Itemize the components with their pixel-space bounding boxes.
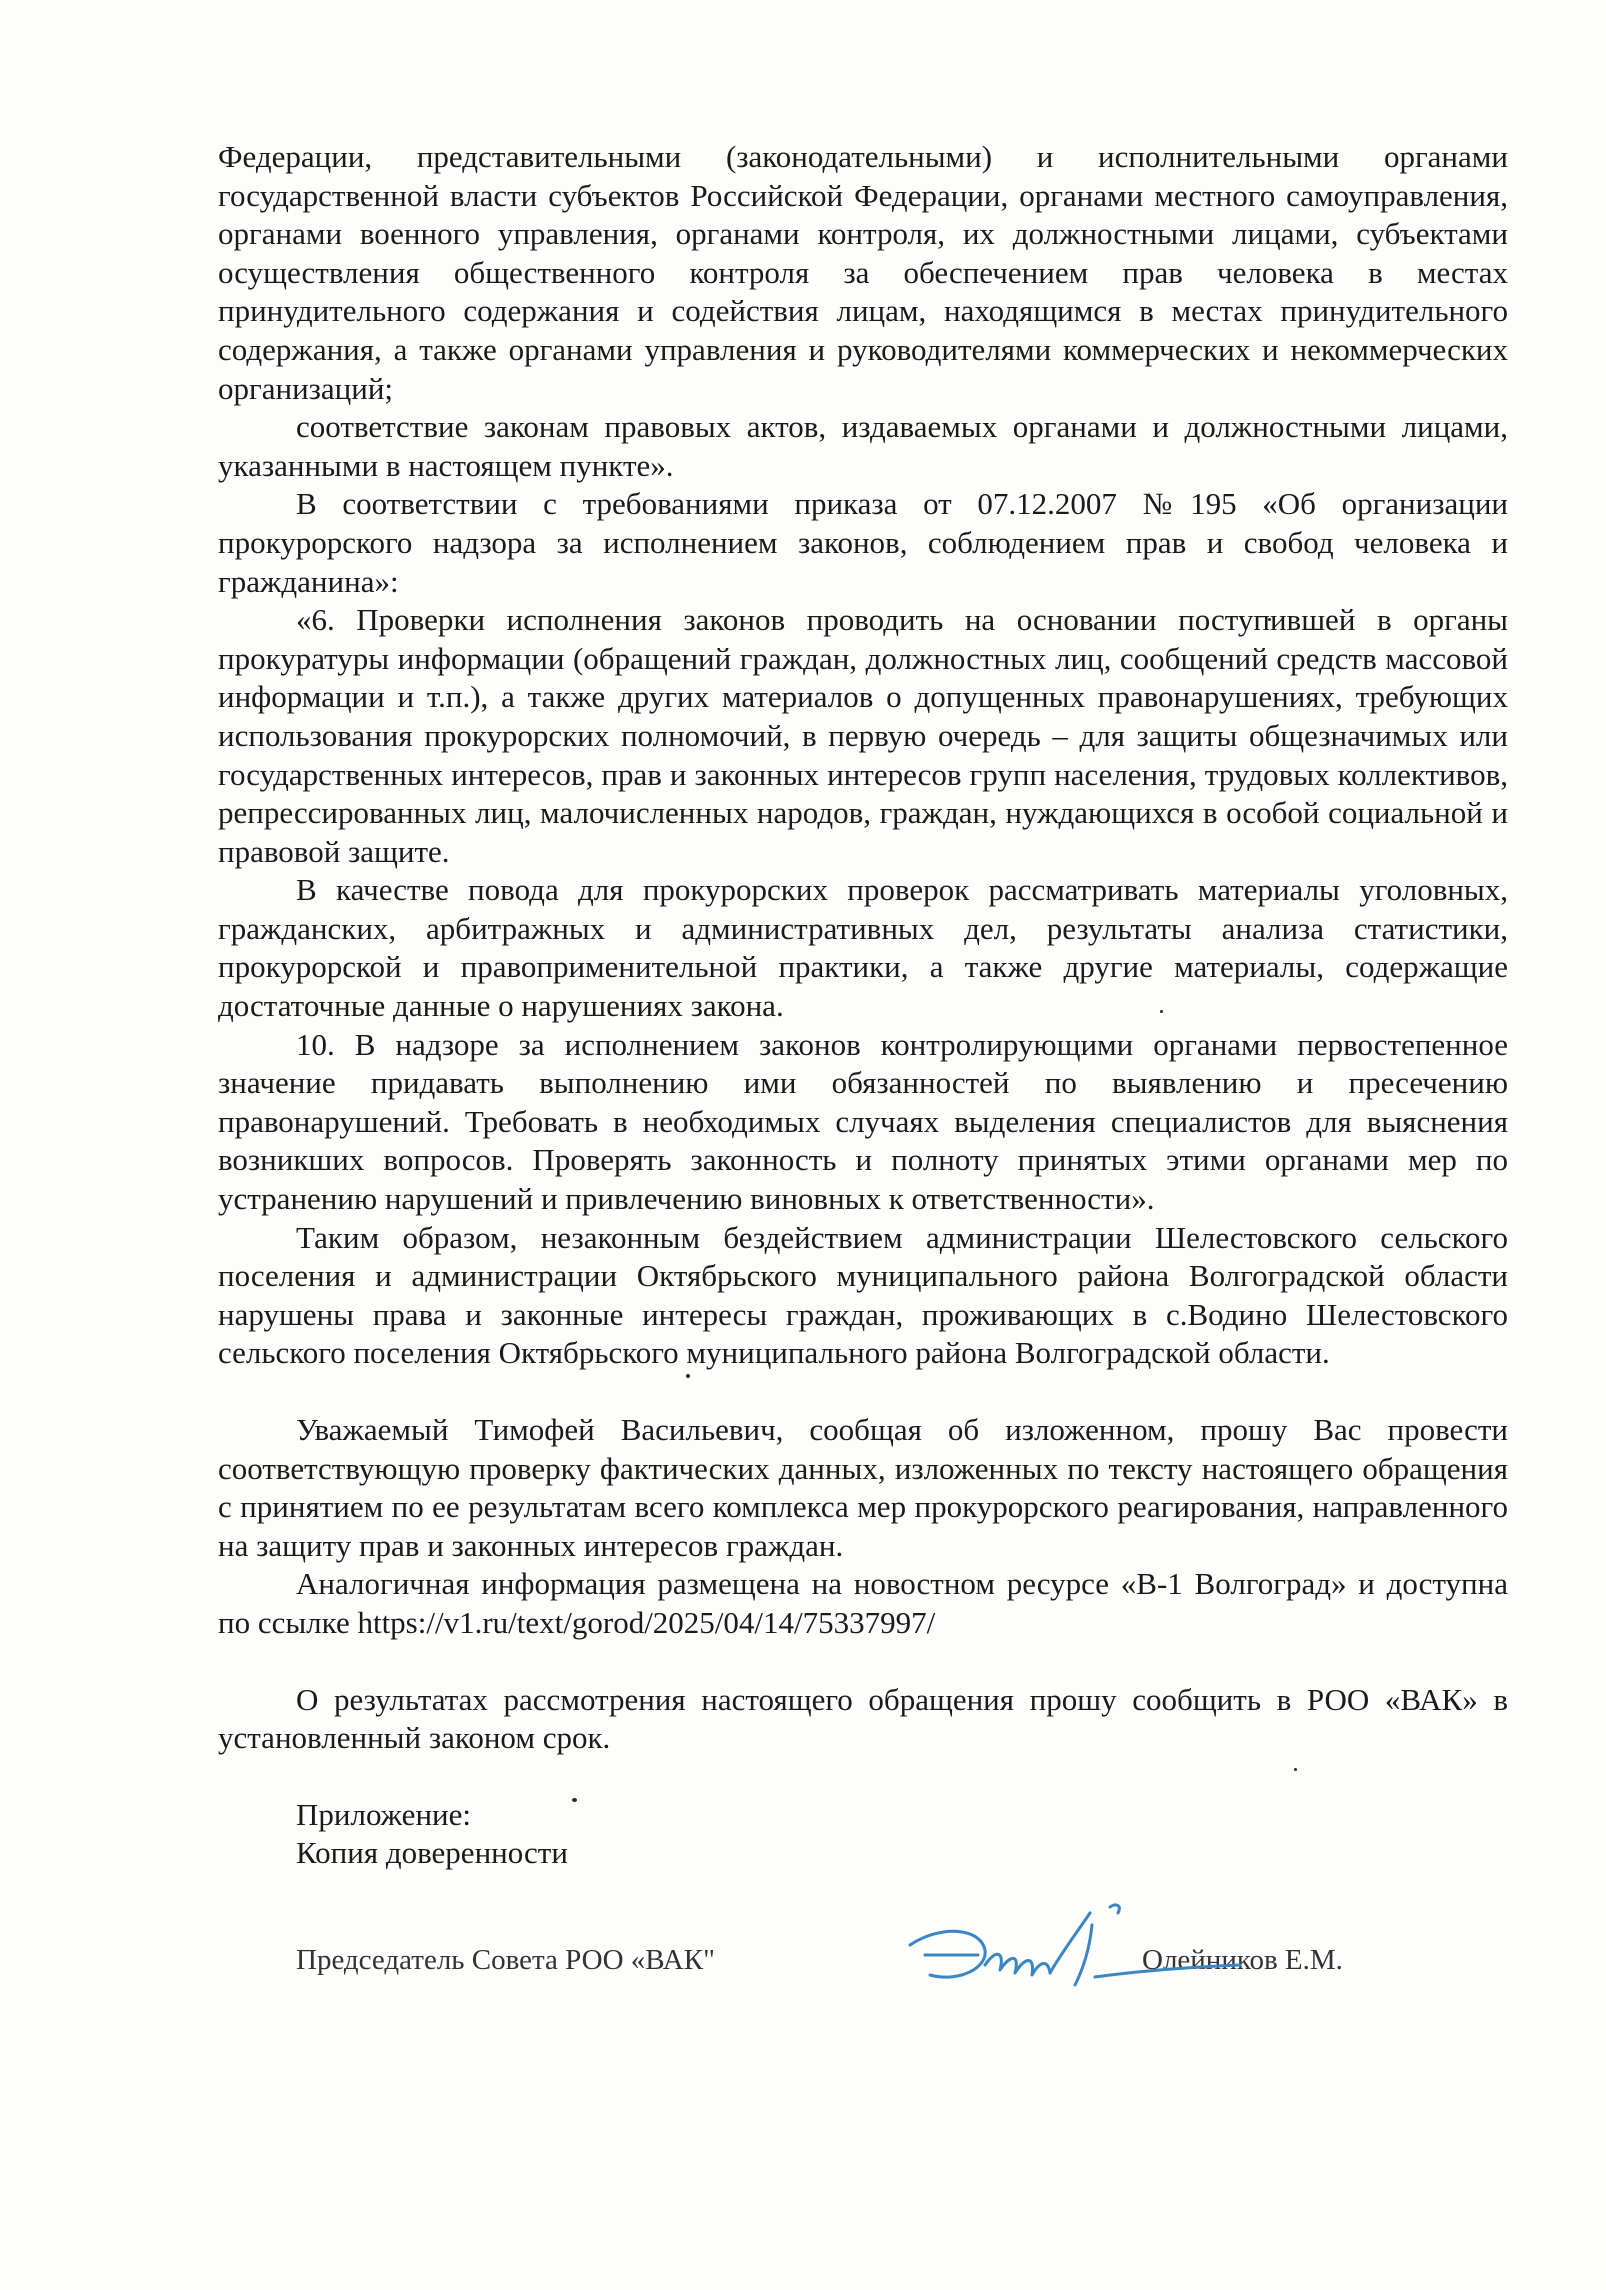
paragraph: «6. Проверки исполнения законов проводить на основании поступившей в органы прокуратуры информации (обращений граждан, должностных лиц, сообщений средств массовой информации и т.п.), а также других материалов о допущенных правонарушениях, требующих использования прокурорских полномочий, в первую очередь – для защиты общезначимых или государственных интересов, прав и законных интересов групп населения, трудовых коллективов, репрессированных лиц, малочисленных народов, граждан, нуждающихся в особой социальной и правовой защите. (218, 602, 1508, 869)
signatory-position: Председатель Совета РОО «ВАК" (296, 1944, 715, 1976)
signatory-name: Олейников Е.М. (1142, 1944, 1343, 1976)
paragraph-spacer (218, 1373, 1508, 1411)
paragraph: В качестве повода для прокурорских проверок рассматривать материалы уголовных, гражданских, арбитражных и административных дел, результаты анализа статистики, прокурорской и правоприменительной практики, а также другие материалы, содержащие достаточные данные о нарушениях закона. (218, 872, 1508, 1024)
attachment-block (218, 1796, 1508, 1873)
paragraph: О результатах рассмотрения настоящего обращения прошу сообщить в РОО «ВАК» в установленный законом срок. (218, 1681, 1508, 1756)
paragraph: Уважаемый Тимофей Васильевич, сообщая об изложенном, прошу Вас провести соответствующую проверку фактических данных, изложенных по тексту настоящего обращения с принятием по ее результатам всего комплекса мер прокурорского реагирования, направленного на защиту прав и законных интересов граждан. (218, 1412, 1508, 1563)
paragraph: В соответствии с требованиями приказа от 07.12.2007 №195 «Об организации прокурорского надзора за исполнением законов, соблюдением прав и свобод человека и гражданина»: (218, 486, 1508, 599)
handwritten-signature (900, 1895, 1260, 2025)
paragraph: Аналогичная информация размещена на новостном ресурсе «В-1 Волгоград» и доступна по ссылке https://v1.ru/text/gorod/2025/04/14/75337997/ (218, 1566, 1508, 1640)
attachment-item: Копия доверенности (296, 1835, 568, 1871)
attachment-heading: Приложение: (296, 1796, 471, 1832)
paragraph: 10. В надзоре за исполнением законов контролирующими органами первостепенное значение придавать выполнению ими обязанностей по выявлению и пресечению правонарушений. Требовать в необходимых случаях выделения специалистов для выяснения возникших вопросов. Проверять законность и полноту принятых этими органами мер по устранению нарушений и привлечению виновных к ответственности». (218, 1026, 1508, 1217)
paragraph-spacer (218, 1643, 1508, 1681)
letter-body (218, 138, 1508, 1873)
paragraph: соответствие законам правовых актов, издаваемых органами и должностными лицами, указанными в настоящем пункте». (218, 409, 1508, 483)
paragraph: Таким образом, незаконным бездействием администрации Шелестовского сельского поселения и администрации Октябрьского муниципального района Волгоградской области нарушены права и законные интересы граждан, проживающих в с.Водино Шелестовского сельского поселения Октябрьского муниципального района Волгоградской области. (218, 1219, 1508, 1371)
paragraph: Федерации, представительными (законодательными) и исполнительными органами государственной власти субъектов Российской Федерации, органами местного самоуправления, органами военного управления, органами контроля, их должностными лицами, субъектами осуществления общественного контроля за обеспечением прав человека в местах принудительного содержания и содействия лицам, находящимся в местах принудительного содержания, а также органами управления и руководителями коммерческих и некоммерческих организаций; (218, 139, 1508, 406)
